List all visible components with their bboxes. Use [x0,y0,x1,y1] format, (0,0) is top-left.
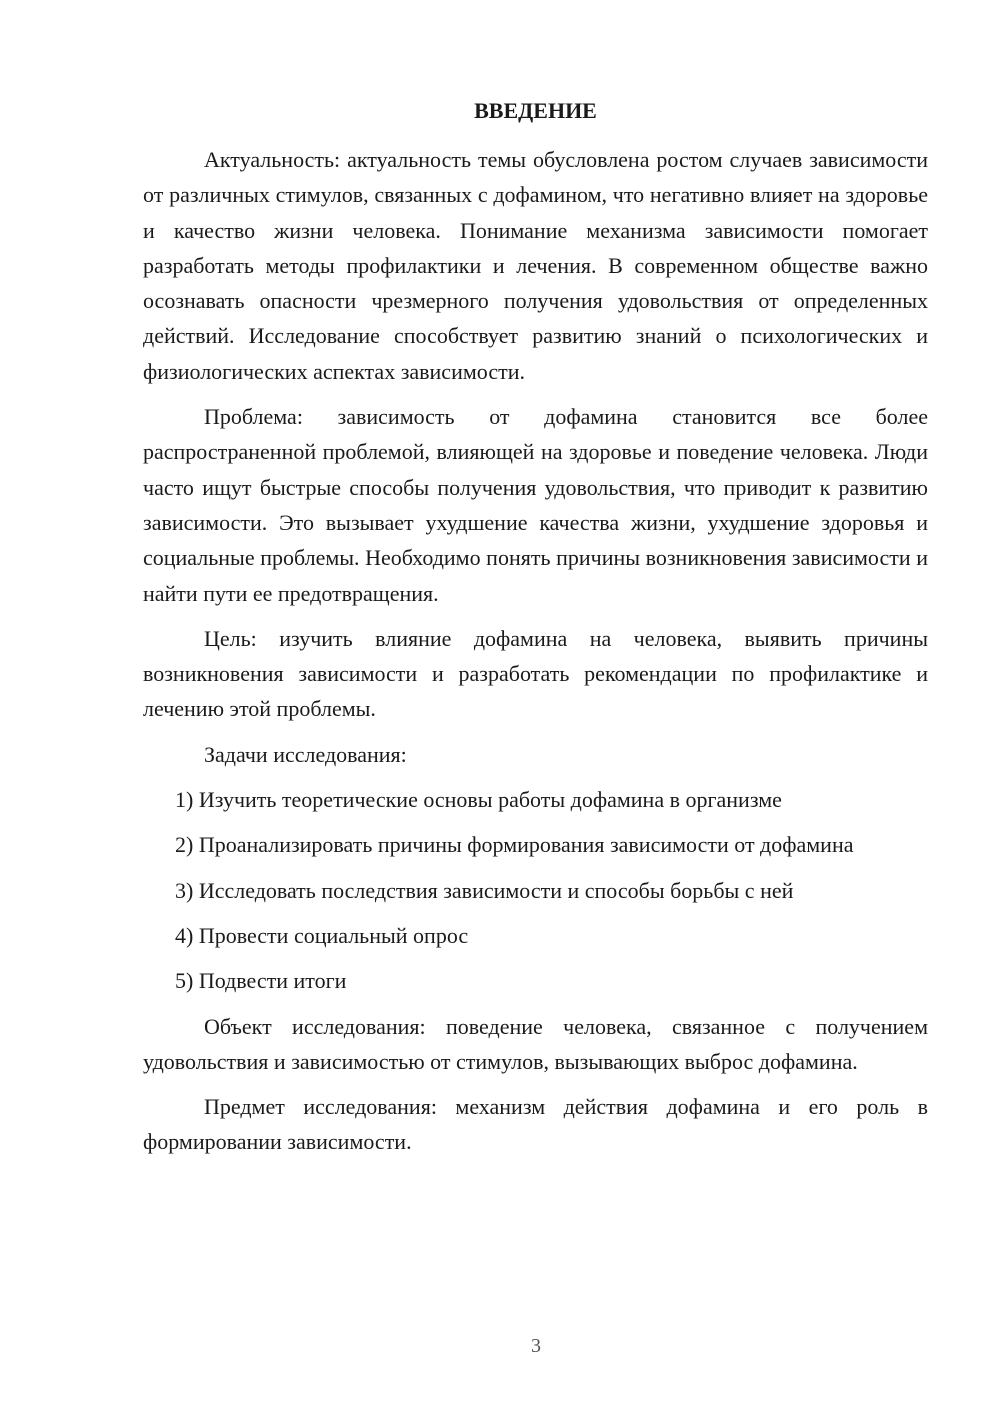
tasks-list [143,782,928,998]
paragraph-goal: Цель: изучить влияние дофамина на человека, выявить причины возникновения зависимости и разработать рекомендации по профилактике и лечению этой проблемы. [143,625,928,722]
paragraph-subject: Предмет исследования: механизм действия дофамина и его роль в формировании зависимости. [143,1094,928,1155]
page-number: 3 [531,1335,541,1357]
list-item: 3) Исследовать последствия зависимости и способы борьбы с ней [175,877,794,903]
list-item: 5) Подвести итоги [175,968,347,994]
page-title: ВВЕДЕНИЕ [474,98,597,123]
paragraph-object: Объект исследования: поведение человека, связанное с получением удовольствия и зависимостью от стимулов, вызывающих выброс дофамина. [143,1013,928,1074]
list-item: 4) Провести социальный опрос [175,922,469,948]
paragraph-relevance: Актуальность: актуальность темы обусловлена ростом случаев зависимости от различных стимулов, связанных с дофамином, что негативно влияет на здоровье и качество жизни человека. Понимание механизма зависимости помогает разработать методы профилактики и лечения. В современном обществе важно осознавать опасности чрезмерного получения удовольствия от определенных действий. Исследование способствует развитию знаний о психологических и физиологических аспектах зависимости. [143,147,928,384]
paragraph-problem: Проблема: зависимость от дофамина становится все более распространенной проблемой, влияющей на здоровье и поведение человека. Люди часто ищут быстрые способы получения удовольствия, что приводит к развитию зависимости. Это вызывает ухудшение качества жизни, ухудшение здоровья и социальные проблемы. Необходимо понять причины возникновения зависимости и найти пути ее предотвращения. [143,404,928,606]
document-body [143,142,928,1160]
tasks-heading: Задачи исследования: [204,741,407,767]
list-item: 2) Проанализировать причины формирования зависимости от дофамина [175,832,854,858]
list-item: 1) Изучить теоретические основы работы дофамина в организме [175,787,782,813]
